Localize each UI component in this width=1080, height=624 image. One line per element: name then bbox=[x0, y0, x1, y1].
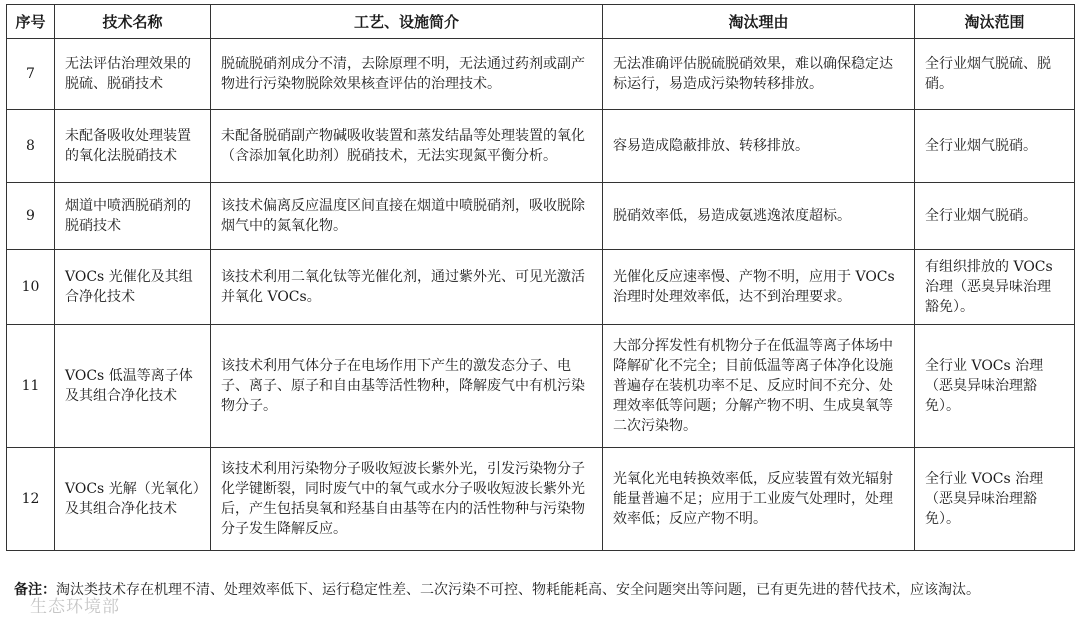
table-footnote bbox=[14, 580, 1064, 600]
watermark-text: 生态环境部 bbox=[30, 597, 120, 617]
cell-seq: 11 bbox=[7, 325, 55, 448]
cell-elimination-scope: 全行业烟气脱硝。 bbox=[915, 183, 1075, 250]
header-tech-name: 技术名称 bbox=[55, 5, 211, 39]
footnote-text: 淘汰类技术存在机理不清、处理效率低下、运行稳定性差、二次污染不可控、物耗能耗高、安全问题突出等问题，已有更先进的替代技术，应该淘汰。 bbox=[56, 582, 980, 598]
cell-tech-name: VOCs 低温等离子体及其组合净化技术 bbox=[55, 325, 211, 448]
cell-seq: 9 bbox=[7, 183, 55, 250]
cell-seq: 8 bbox=[7, 110, 55, 183]
technology-table-sheet bbox=[6, 4, 1074, 551]
cell-process-intro: 脱硫脱硝剂成分不清，去除原理不明，无法通过药剂或副产物进行污染物脱除效果核查评估的治理技术。 bbox=[211, 39, 603, 110]
table-row bbox=[7, 39, 1075, 110]
table-row bbox=[7, 325, 1075, 448]
table-row bbox=[7, 183, 1075, 250]
cell-process-intro: 该技术利用气体分子在电场作用下产生的激发态分子、电子、离子、原子和自由基等活性物种，降解废气中有机污染物分子。 bbox=[211, 325, 603, 448]
cell-elimination-scope: 全行业烟气脱硫、脱硝。 bbox=[915, 39, 1075, 110]
table-header-row bbox=[7, 5, 1075, 39]
header-elimination-scope: 淘汰范围 bbox=[915, 5, 1075, 39]
header-process-intro: 工艺、设施简介 bbox=[211, 5, 603, 39]
cell-elimination-reason: 无法准确评估脱硫脱硝效果，难以确保稳定达标运行，易造成污染物转移排放。 bbox=[603, 39, 915, 110]
cell-tech-name: VOCs 光解（光氧化）及其组合净化技术 bbox=[55, 448, 211, 551]
footnote-label: 备注： bbox=[14, 582, 56, 598]
cell-elimination-reason: 光催化反应速率慢、产物不明，应用于 VOCs 治理时处理效率低，达不到治理要求。 bbox=[603, 250, 915, 325]
table-row bbox=[7, 250, 1075, 325]
cell-seq: 10 bbox=[7, 250, 55, 325]
cell-process-intro: 该技术偏离反应温度区间直接在烟道中喷脱硝剂，吸收脱除烟气中的氮氧化物。 bbox=[211, 183, 603, 250]
table-row bbox=[7, 448, 1075, 551]
cell-elimination-scope: 有组织排放的 VOCs 治理（恶臭异味治理豁免）。 bbox=[915, 250, 1075, 325]
cell-elimination-reason: 容易造成隐蔽排放、转移排放。 bbox=[603, 110, 915, 183]
cell-tech-name: 烟道中喷洒脱硝剂的脱硝技术 bbox=[55, 183, 211, 250]
table-row bbox=[7, 110, 1075, 183]
cell-elimination-reason: 大部分挥发性有机物分子在低温等离子体场中降解矿化不完全；目前低温等离子体净化设施普遍存在装机功率不足、反应时间不充分、处理效率低等问题；分解产物不明、生成臭氧等二次污染物。 bbox=[603, 325, 915, 448]
header-seq: 序号 bbox=[7, 5, 55, 39]
cell-tech-name: 未配备吸收处理装置的氧化法脱硝技术 bbox=[55, 110, 211, 183]
cell-elimination-reason: 光氧化光电转换效率低，反应装置有效光辐射能量普遍不足；应用于工业废气处理时，处理效率低；反应产物不明。 bbox=[603, 448, 915, 551]
cell-process-intro: 未配备脱硝副产物碱吸收装置和蒸发结晶等处理装置的氧化（含添加氧化助剂）脱硝技术，无法实现氮平衡分析。 bbox=[211, 110, 603, 183]
cell-elimination-scope: 全行业烟气脱硝。 bbox=[915, 110, 1075, 183]
header-elimination-reason: 淘汰理由 bbox=[603, 5, 915, 39]
cell-elimination-scope: 全行业 VOCs 治理（恶臭异味治理豁免）。 bbox=[915, 325, 1075, 448]
cell-seq: 7 bbox=[7, 39, 55, 110]
cell-process-intro: 该技术利用二氧化钛等光催化剂，通过紫外光、可见光激活并氧化 VOCs。 bbox=[211, 250, 603, 325]
cell-tech-name: 无法评估治理效果的脱硫、脱硝技术 bbox=[55, 39, 211, 110]
cell-seq: 12 bbox=[7, 448, 55, 551]
cell-process-intro: 该技术利用污染物分子吸收短波长紫外光，引发污染物分子化学键断裂，同时废气中的氧气或水分子吸收短波长紫外光后，产生包括臭氧和羟基自由基等在内的活性物种与污染物分子发生降解反应。 bbox=[211, 448, 603, 551]
cell-elimination-reason: 脱硝效率低，易造成氨逃逸浓度超标。 bbox=[603, 183, 915, 250]
cell-elimination-scope: 全行业 VOCs 治理（恶臭异味治理豁免）。 bbox=[915, 448, 1075, 551]
cell-tech-name: VOCs 光催化及其组合净化技术 bbox=[55, 250, 211, 325]
eliminated-technology-table bbox=[6, 4, 1075, 551]
